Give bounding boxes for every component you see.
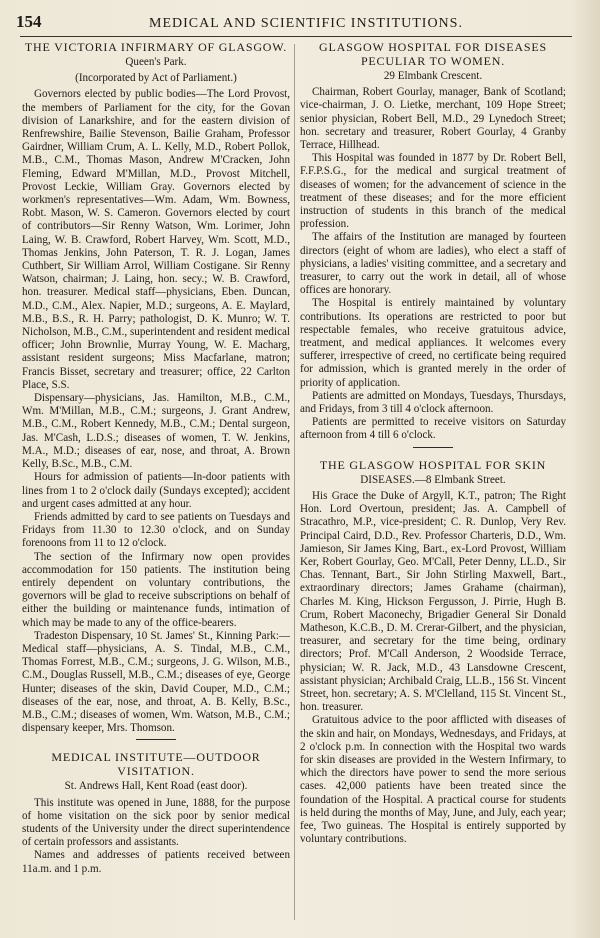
women-funding: The Hospital is entirely maintained by voluntary contributions. Its operations are restricted to poor but respectable females, who receive gratuitous advice, treatment, and medical appliances. It welcomes every sufferer, irrespective of creed, no certificate being required for admission, which is granted merely in the order of priority of application. xyxy=(300,297,566,389)
victoria-dispensary: Dispensary—physicians, Jas. Hamilton, M.B., C.M., Wm. M'Millan, M.B., C.M.; surgeons, J. Grant Andrew, M.B., C.M., Robert Kennedy, M.B., C.M.; Dental surgeon, Jas. M'Cash, L.D.S.; diseases of women, T. W. Jenkins, M.A., M.D.; diseases of ear, nose, and throat, A. Brown Kelly, B.Sc., M.B., C.M. xyxy=(22,392,290,471)
skin-subtitle: DISEASES.—8 Elmbank Street. xyxy=(360,473,506,486)
victoria-incorporation: (Incorporated by Act of Parliament.) xyxy=(75,72,237,85)
running-header xyxy=(16,12,576,38)
women-visitors: Patients are permitted to receive visitors on Saturday afternoon from 4 till 6 o'clock. xyxy=(300,416,566,442)
women-officers: Chairman, Robert Gourlay, manager, Bank of Scotland; vice-chairman, J. O. Lietke, merchant, 109 Hope Street; senior physician, Robert Bell, M.D., 29 Lynedoch Street; hon. secretary and treasurer, Robert Gourlay, 4 Granby Terrace, Hillhead. xyxy=(300,86,566,152)
women-location: 29 Elmbank Crescent. xyxy=(383,70,483,82)
women-management: The affairs of the Institution are managed by fourteen directors (eight of whom are ladies), who elect a staff of physicians, a ladies' visiting committee, and a secretary and treasurer, to carry out the work in detail, all of whose offices are honorary. xyxy=(300,231,566,297)
column-divider xyxy=(294,44,295,920)
right-column xyxy=(300,40,566,932)
women-admission: Patients are admitted on Mondays, Tuesdays, Thursdays, and Fridays, from 3 till 4 o'clock afternoon. xyxy=(300,389,566,416)
page-number: 154 xyxy=(16,12,42,31)
victoria-governors: Governors elected by public bodies—The Lord Provost, the members of Parliament for the city, for the Govan division of Lanarkshire, and for the eastern division of Renfrewshire, Bailie Stevenson, Bailie Graham, Professor Gairdner, William Crum, A. L. Kelly, M.D., Robert Pollok, M.B., C.M., Thomas Mason, Andrew M'Cracken, John Fleming, Edward M'Millan, M.D., Provost Mitchell, Provost Leckie, William Gray. Governors elected by workmen's representatives—Wm. Adam, Wm. Bowness, Robt. Mason, W. S. Cameron. Governors elected by court of contributors—Sir Renny Watson, Wm. Lorimer, John Laing, W. B. Crawford, Robert Harvey, Wm. Scott, M.D., Thomas Jenkins, John Paterson, T. R. J. Logan, James Cuthbert, Sir William Arrol, William Costigane. Sir Renny Watson, chairman; J. Laing, hon. secy.; W. B. Crawford, hon. treasurer. Medical staff—physicians, Eben. Duncan, M.D., C.M., Alex. Napier, M.D.; surgeons, A. E. Maylard, M.B., B.S., R. H. Parry; pathologist, D. K. Munro; W. T. Nicholson, M.B., C.M., superintendent and resident medical officer; John Brownlie, Murray Young, W. E. Macharg, assistant resident surgeons; Miss Macfarlane, matron; Francis Bisset, secretary and treasurer; office, 22 Carlton Place, S.S. xyxy=(22,88,290,391)
header-rule xyxy=(20,36,572,37)
left-column xyxy=(22,40,290,932)
institute-description: This institute was opened in June, 1888, for the purpose of home visitation on the sick poor by senior medical students of the University under the direct superintendence of certain professors and assistants. xyxy=(22,796,290,849)
victoria-accommodation: The section of the Infirmary now open provides accommodation for 150 patients. The institution being entirely dependent on voluntary contributions, the governors will be glad to receive subscriptions on behalf of either the building or maintenance funds, intimation of which may be made to any of the office-bearers. xyxy=(22,550,290,629)
victoria-tradeston: Tradeston Dispensary, 10 St. James' St., Kinning Park:—Medical staff—physicians, A. S. Tindal, M.B., C.M., Thomas Forrest, M.B., C.M.; surgeons, J. G. Wilson, M.B., C.M., Douglas Russell, M.B., C.M.; diseases of eye, George Hunter; diseases of the skin, David Couper, M.D., C.M.; diseases of the ear, nose, and throat, A. B. Kelly, B.Sc., M.B., C.M.; diseases of women, Wm. Watson, M.B., C.M.; dispensary keeper, Mrs. Thomson. xyxy=(22,629,290,735)
running-title: MEDICAL AND SCIENTIFIC INSTITUTIONS. xyxy=(149,16,463,31)
institute-title: MEDICAL INSTITUTE—OUTDOOR VISITATION. xyxy=(51,750,261,779)
women-title: GLASGOW HOSPITAL FOR DISEASES PECULIAR TO WOMEN. xyxy=(319,40,547,68)
institute-hours: Names and addresses of patients received between 11a.m. and 1 p.m. xyxy=(22,849,290,875)
victoria-visiting: Friends admitted by card to see patients on Tuesdays and Fridays from 11.30 to 12.30 o'clock, and on Sunday forenoons from 11 to 12 o'clock. xyxy=(22,510,290,550)
institute-location: St. Andrews Hall, Kent Road (east door). xyxy=(64,780,248,793)
victoria-hours: Hours for admission of patients—In-door patients with lines from 1 to 2 o'clock daily (Sundays excepted); accident and urgent cases admitted at any hour. xyxy=(22,471,290,510)
women-founding: This Hospital was founded in 1877 by Dr. Robert Bell, F.F.P.S.G., for the medical and surgical treatment of diseases of women; for the advancement of science in the treatment of these diseases; and for the more efficient instruction of students in this branch of the medical profession. xyxy=(300,152,566,231)
skin-advice: Gratuitous advice to the poor afflicted with diseases of the skin and hair, on Mondays, Wednesdays, and Fridays, at 2 o'clock p.m. In connection with the Hospital two wards for skin diseases are provided in the Western Infirmary, to which the directors have power to send the more serious cases. 42,000 patients have been treated since the foundation of the Hospital. A practical course for students is held during the months of May, June, and July, each year; fee, Two guineas. The Hospital is entirely supported by voluntary contributions. xyxy=(300,714,566,846)
section-rule xyxy=(136,739,176,740)
victoria-location: Queen's Park. xyxy=(125,56,187,68)
victoria-title: THE VICTORIA INFIRMARY OF GLASGOW. xyxy=(24,40,288,54)
skin-title: THE GLASGOW HOSPITAL FOR SKIN xyxy=(319,457,547,472)
skin-directors: His Grace the Duke of Argyll, K.T., patron; The Right Hon. Lord Overtoun, president; Jas. A. Campbell of Stracathro, M.P., vice-president; C. R. Dunlop, Very Rev. Principal Caird, D.D., Rev. Professor Charteris, D.D., Wm. Jamieson, Sir James King, Bart., ex-Lord Provost, William Ker, Robert Gourlay, Geo. M'Call, Peter Denny, LL.D., Sir Chas. Tennant, Bart., Sir John Stirling Maxwell, Bart., extraordinary directors; James Grahame (chairman), Charles M. King, Hickson Fergusson, J. Pirrie, Hugh B. Crum, Robert Maconechy, Brigadier General Sir Donald Matheson, K.C.B., D. M. Crerar-Gilbert, and the physician, treasurer, and secretary for the time being, ordinary directors; Prof. M'Call Anderson, 2 Woodside Terrace, physician; W. R. Jack, M.D., 43 Lansdowne Crescent, assistant physician; Archibald Craig, LL.B., 156 St. Vincent Street, hon. secretary; A. S. M'Clelland, 115 St. Vincent St., hon. treasurer. xyxy=(300,489,566,714)
section-rule-right xyxy=(413,447,453,448)
